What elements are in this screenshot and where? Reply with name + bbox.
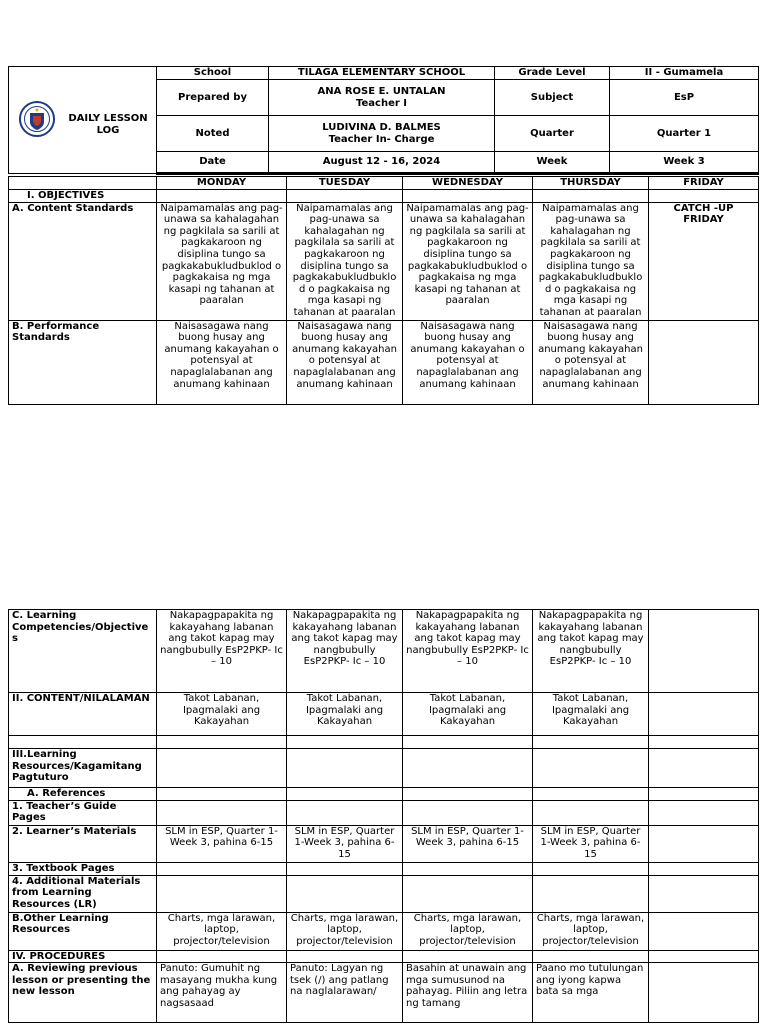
lesson-plan-table: [8, 609, 759, 1023]
page-title: [63, 113, 153, 137]
empty-cell: [287, 190, 403, 203]
performance-standard-monday: Naisasagawa nang buong husay ang anumang kakayahan o potensyal at napaglalabanan ang anumang kahinaan: [157, 320, 287, 404]
other-resources-tuesday: Charts, mga larawan, laptop, projector/television: [287, 912, 403, 950]
empty-cell: [403, 788, 533, 801]
title-line-2: LOG: [96, 125, 120, 136]
competencies-label: C. Learning Competencies/Objectives: [9, 610, 157, 693]
content-standards-label: A. Content Standards: [9, 202, 157, 320]
empty-cell: [533, 800, 649, 825]
empty-cell: [649, 693, 759, 736]
empty-cell: [403, 190, 533, 203]
learners-materials-wednesday: SLM in ESP, Quarter 1-Week 3, pahina 6-15: [403, 825, 533, 862]
empty-cell: [649, 320, 759, 404]
empty-cell: [287, 788, 403, 801]
day-header-monday: MONDAY: [157, 177, 287, 190]
day-header-thursday: THURSDAY: [533, 177, 649, 190]
empty-cell: [287, 875, 403, 912]
empty-cell: [403, 736, 533, 749]
empty-cell: [533, 950, 649, 963]
empty-cell: [287, 950, 403, 963]
week-value: Week 3: [610, 152, 759, 174]
date-label: Date: [157, 152, 269, 174]
empty-cell: [9, 736, 157, 749]
school-label: School: [157, 67, 269, 80]
empty-cell: [403, 950, 533, 963]
learners-materials-label: 2. Learner’s Materials: [9, 825, 157, 862]
learners-materials-thursday: SLM in ESP, Quarter 1-Week 3, pahina 6-15: [533, 825, 649, 862]
performance-standard-wednesday: Naisasagawa nang buong husay ang anumang kakayahan o potensyal at napaglalabanan ang anumang kahinaan: [403, 320, 533, 404]
additional-materials-label: 4. Additional Materials from Learning Resources (LR): [9, 875, 157, 912]
day-header-tuesday: TUESDAY: [287, 177, 403, 190]
objectives-table: [8, 176, 759, 405]
empty-cell: [403, 875, 533, 912]
week-label: Week: [495, 152, 610, 174]
days-corner: [9, 177, 157, 190]
empty-cell: [649, 749, 759, 788]
performance-standard-tuesday: Naisasagawa nang buong husay ang anumang kakayahan o potensyal at napaglalabanan ang anumang kahinaan: [287, 320, 403, 404]
day-header-wednesday: WEDNESDAY: [403, 177, 533, 190]
empty-cell: [649, 610, 759, 693]
empty-cell: [533, 190, 649, 203]
other-resources-label: B.Other Learning Resources: [9, 912, 157, 950]
noted-role: Teacher In- Charge: [328, 133, 435, 145]
grade-label: Grade Level: [495, 67, 610, 80]
content-thursday: Takot Labanan, Ipagmalaki ang Kakayahan: [533, 693, 649, 736]
other-resources-wednesday: Charts, mga larawan, laptop, projector/television: [403, 912, 533, 950]
content-standard-tuesday: Naipamamalas ang pag-unawa sa kahalagahan ng pagkilala sa sarili at pagkakaroon ng disiplina tungo sa pagkakabukludbuklo d o pagkakaisa ng mga kasapi ng tahanan at paaralan: [287, 202, 403, 320]
resources-label: III.Learning Resources/Kagamitang Pagtuturo: [9, 749, 157, 788]
header-logo-cell: [9, 67, 157, 174]
objectives-heading: I. OBJECTIVES: [9, 190, 157, 203]
performance-standard-thursday: Naisasagawa nang buong husay ang anumang kakayahan o potensyal at napaglalabanan ang anumang kahinaan: [533, 320, 649, 404]
empty-cell: [157, 788, 287, 801]
catch-up-friday: CATCH -UP FRIDAY: [649, 202, 759, 320]
prepared-value: [269, 80, 495, 116]
prepared-name: ANA ROSE E. UNTALAN: [317, 85, 446, 97]
prepared-label: Prepared by: [157, 80, 269, 116]
procedures-label: IV. PROCEDURES: [9, 950, 157, 963]
empty-cell: [533, 736, 649, 749]
empty-cell: [649, 950, 759, 963]
empty-cell: [157, 862, 287, 875]
reviewing-monday: Panuto: Gumuhit ng masayang mukha kung ang pahayag ay nagsasaad: [157, 963, 287, 1023]
day-header-friday: FRIDAY: [649, 177, 759, 190]
reviewing-thursday: Paano mo tutulungan ang iyong kapwa bata sa mga: [533, 963, 649, 1023]
reviewing-tuesday: Panuto: Lagyan ng tsek (/) ang patlang na naglalarawan/: [287, 963, 403, 1023]
competency-monday: Nakapagpapakita ng kakayahang labanan ang takot kapag may nangbubully EsP2PKP- Ic – 10: [157, 610, 287, 693]
empty-cell: [649, 875, 759, 912]
empty-cell: [157, 190, 287, 203]
empty-cell: [403, 800, 533, 825]
content-standard-monday: Naipamamalas ang pag-unawa sa kahalagahan ng pagkilala sa sarili at pagkakaroon ng disiplina tungo sa pagkakabukludbuklod o pagkakaisa ng mga kasapi ng tahanan at paaralan: [157, 202, 287, 320]
empty-cell: [649, 800, 759, 825]
empty-cell: [403, 749, 533, 788]
textbook-pages-label: 3. Textbook Pages: [9, 862, 157, 875]
noted-name: LUDIVINA D. BALMES: [322, 121, 441, 133]
quarter-value: Quarter 1: [610, 116, 759, 152]
content-monday: Takot Labanan, Ipagmalaki ang Kakayahan: [157, 693, 287, 736]
empty-cell: [649, 862, 759, 875]
empty-cell: [649, 736, 759, 749]
content-standard-wednesday: Naipamamalas ang pag-unawa sa kahalagahan ng pagkilala sa sarili at pagkakaroon ng disiplina tungo sa pagkakabukludbuklod o pagkakaisa ng mga kasapi ng tahanan at paaralan: [403, 202, 533, 320]
grade-value: II - Gumamela: [610, 67, 759, 80]
title-line-1: DAILY LESSON: [68, 113, 148, 124]
performance-standards-label: B. Performance Standards: [9, 320, 157, 404]
empty-cell: [287, 749, 403, 788]
empty-cell: [533, 875, 649, 912]
empty-cell: [157, 800, 287, 825]
empty-cell: [649, 825, 759, 862]
empty-cell: [533, 749, 649, 788]
learners-materials-tuesday: SLM in ESP, Quarter 1-Week 3, pahina 6-15: [287, 825, 403, 862]
empty-cell: [533, 788, 649, 801]
empty-cell: [649, 963, 759, 1023]
noted-value: [269, 116, 495, 152]
empty-cell: [649, 788, 759, 801]
other-resources-thursday: Charts, mga larawan, laptop, projector/television: [533, 912, 649, 950]
references-label: A. References: [9, 788, 157, 801]
content-wednesday: Takot Labanan, Ipagmalaki ang Kakayahan: [403, 693, 533, 736]
empty-cell: [157, 950, 287, 963]
subject-value: EsP: [610, 80, 759, 116]
content-tuesday: Takot Labanan, Ipagmalaki ang Kakayahan: [287, 693, 403, 736]
empty-cell: [533, 862, 649, 875]
date-value: August 12 - 16, 2024: [269, 152, 495, 174]
empty-cell: [649, 190, 759, 203]
prepared-role: Teacher I: [356, 97, 407, 109]
empty-cell: [287, 862, 403, 875]
empty-cell: [157, 749, 287, 788]
deped-seal-icon: [19, 101, 55, 137]
empty-cell: [287, 736, 403, 749]
competency-wednesday: Nakapagpapakita ng kakayahang labanan ang takot kapag may nangbubully EsP2PKP- Ic – 10: [403, 610, 533, 693]
noted-label: Noted: [157, 116, 269, 152]
empty-cell: [287, 800, 403, 825]
other-resources-monday: Charts, mga larawan, laptop, projector/television: [157, 912, 287, 950]
header-table: [8, 66, 759, 175]
school-value: TILAGA ELEMENTARY SCHOOL: [269, 67, 495, 80]
empty-cell: [157, 736, 287, 749]
quarter-label: Quarter: [495, 116, 610, 152]
competency-tuesday: Nakapagpapakita ng kakayahang labanan ang takot kapag may nangbubully EsP2PKP- Ic – 10: [287, 610, 403, 693]
content-label: II. CONTENT/NILALAMAN: [9, 693, 157, 736]
learners-materials-monday: SLM in ESP, Quarter 1-Week 3, pahina 6-15: [157, 825, 287, 862]
empty-cell: [403, 862, 533, 875]
content-standard-thursday: Naipamamalas ang pag-unawa sa kahalagahan ng pagkilala sa sarili at pagkakaroon ng disiplina tungo sa pagkakabukludbuklo d o pagkakaisa ng mga kasapi ng tahanan at paaralan: [533, 202, 649, 320]
subject-label: Subject: [495, 80, 610, 116]
reviewing-label: A. Reviewing previous lesson or presenting the new lesson: [9, 963, 157, 1023]
empty-cell: [649, 912, 759, 950]
reviewing-wednesday: Basahin at unawain ang mga sumusunod na pahayag. Piliin ang letra ng tamang: [403, 963, 533, 1023]
competency-thursday: Nakapagpapakita ng kakayahang labanan ang takot kapag may nangbubully EsP2PKP- Ic – 10: [533, 610, 649, 693]
empty-cell: [157, 875, 287, 912]
teachers-guide-label: 1. Teacher’s Guide Pages: [9, 800, 157, 825]
